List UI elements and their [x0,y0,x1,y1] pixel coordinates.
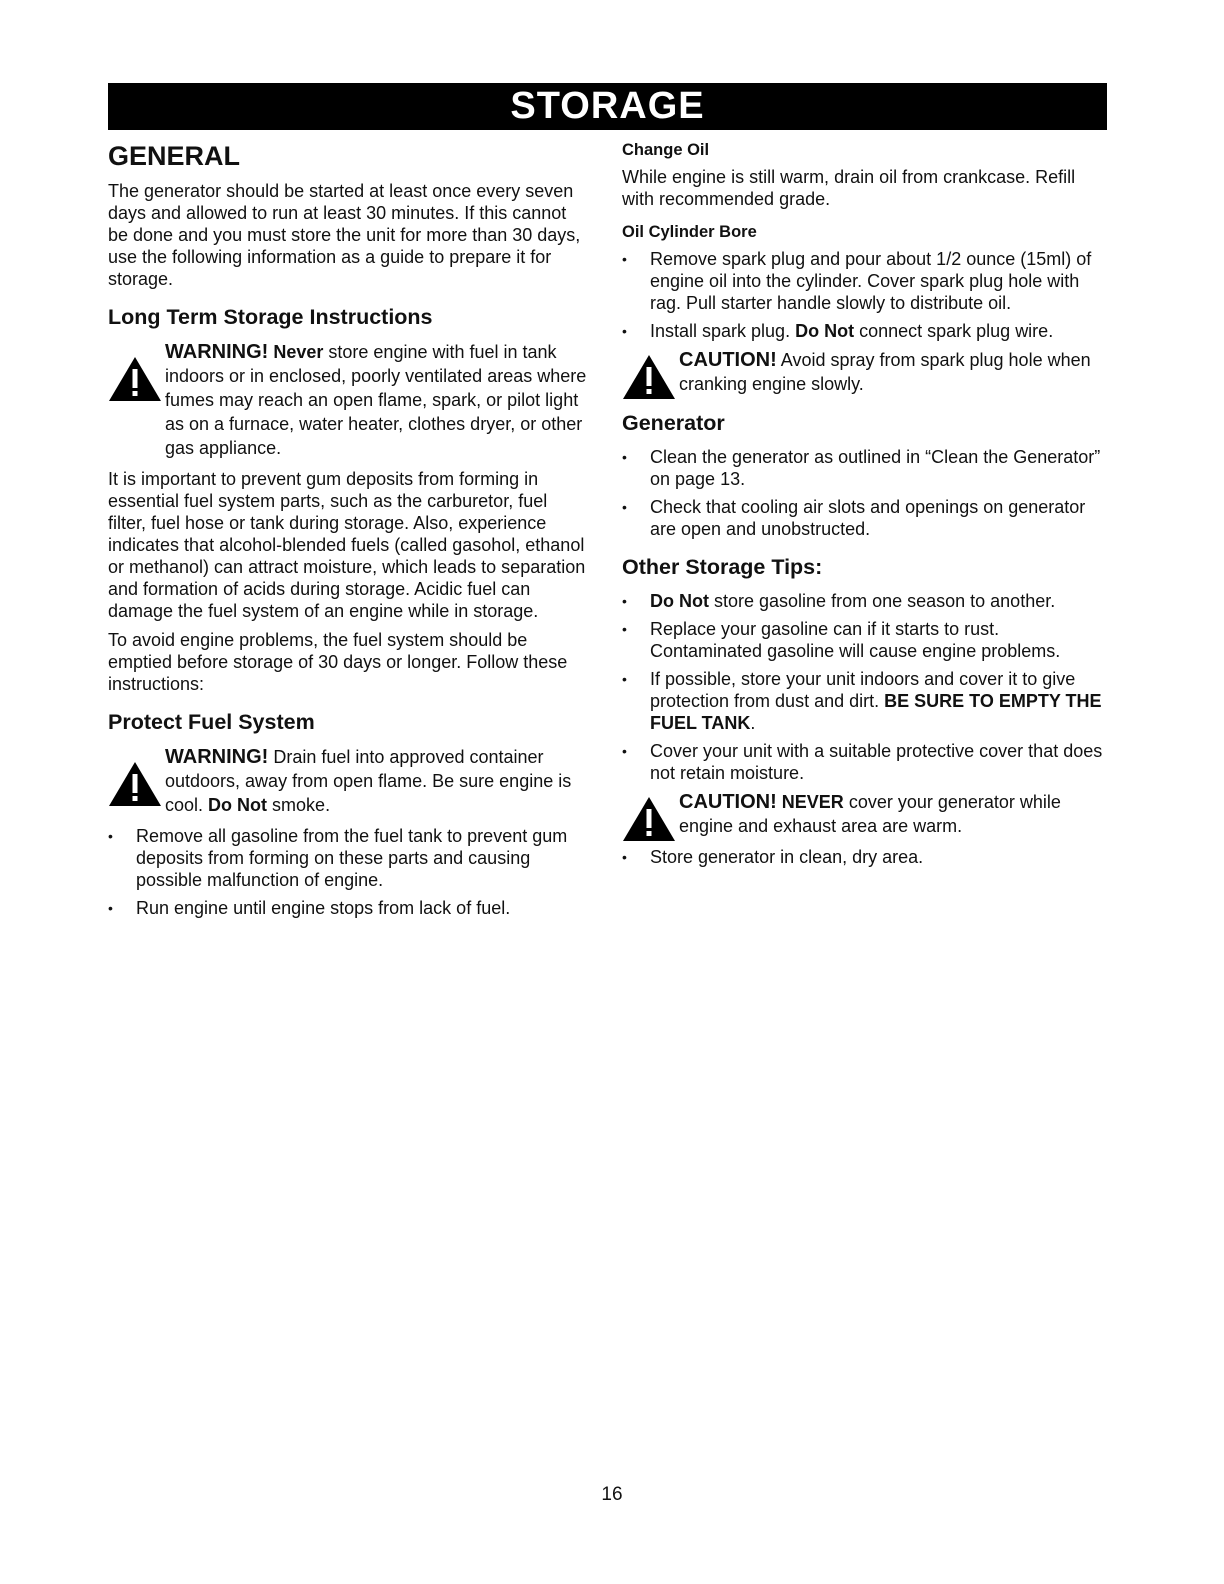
list-item [622,320,1107,342]
list-item: • Remove spark plug and pour about 1/2 ounce (15ml) of engine oil into the cylinder. Cover spark plug hole with rag. Pull starter handle slowly to distribute oil. [622,248,1107,314]
warning-never: Never [273,342,324,362]
caution-label: CAUTION! [679,791,777,813]
oil-bore-bullets [622,248,1107,342]
change-oil-text: While engine is still warm, drain oil from crankcase. Refill with recommended grade. [622,167,1076,209]
list-item: • Remove all gasoline from the fuel tank to prevent gum deposits from forming on these parts and causing possible malfunction of engine. [108,825,588,891]
generator-heading: Generator [622,411,725,435]
list-item: • Check that cooling air slots and openings on generator are open and unobstructed. [622,496,1107,540]
other-tips-heading: Other Storage Tips: [622,555,823,579]
tip-do-not: Do Not [650,591,709,611]
warning-text: store engine with fuel in tank indoors or in enclosed, poorly ventilated areas where fumes may reach an open flame, spark, or pilot light as on a furnace, water heater, clothes dryer, or other gas appliance. [165,342,587,458]
list-item: • Replace your gasoline can if it starts to rust. Contaminated gasoline will cause engine problems. [622,618,1107,662]
page-title-banner [108,83,1107,130]
warning-triangle-icon [622,796,676,842]
caution-never: NEVER [781,792,844,812]
long-term-heading: Long Term Storage Instructions [108,305,433,329]
list-item: • Clean the generator as outlined in “Clean the Generator” on page 13. [622,446,1107,490]
general-intro: The generator should be started at least once every seven days and allowed to run at least 30 minutes. If this cannot be done and you must store the unit for more than 30 days, use the following information as a guide to prepare it for storage. [108,181,581,289]
warning-label: WARNING! [165,746,269,768]
tip-period: . [750,713,756,733]
oil-bore-heading: Oil Cylinder Bore [622,223,757,241]
caution-label: CAUTION! [679,349,777,371]
avoid-problems-paragraph: To avoid engine problems, the fuel system should be emptied before storage of 30 days or longer. Follow these instructions: [108,630,568,694]
generator-bullets [622,446,1107,540]
warning-text-end: smoke. [272,795,331,815]
tips-bullets [622,590,1107,784]
page-title: STORAGE [510,85,705,127]
caution-block-spray [622,348,1107,396]
caution-block-cover [622,790,1107,838]
tip-text: store gasoline from one season to another. [714,591,1056,611]
page-number: 16 [601,1484,623,1505]
bullet-do-not: Do Not [795,321,855,341]
bullet-text-end: connect spark plug wire. [859,321,1054,341]
list-item: • Store generator in clean, dry area. [622,846,1107,868]
warning-triangle-icon [108,356,162,402]
warning-text: Drain fuel into approved container outdoors, away from open flame. Be sure engine is cool. [165,747,572,815]
warning-triangle-icon [108,761,162,807]
list-item: • Run engine until engine stops from lack of fuel. [108,897,588,919]
fuel-bullets [108,825,588,919]
change-oil-heading: Change Oil [622,141,710,159]
tip-text: If possible, store your unit indoors and cover it to give protection from dust and dirt. [650,669,1076,711]
warning-block-storage [108,340,588,460]
bullet-text: Install spark plug. [650,321,791,341]
warning-do-not: Do Not [208,795,268,815]
list-item [622,668,1107,734]
list-item [622,590,1107,612]
protect-fuel-heading: Protect Fuel System [108,710,315,734]
warning-triangle-icon [622,354,676,400]
warning-label: WARNING! [165,341,269,363]
right-column [622,140,1107,874]
warning-block-drain [108,745,588,817]
caution-text: cover your generator while engine and exhaust area are warm. [679,792,1061,836]
final-bullets [622,846,1107,868]
tip-be-sure: BE SURE TO EMPTY THE FUEL TANK [650,691,1102,733]
general-heading: GENERAL [108,141,241,171]
left-column [108,140,588,925]
caution-text: Avoid spray from spark plug hole when cranking engine slowly. [679,350,1091,394]
gum-deposits-paragraph: It is important to prevent gum deposits from forming in essential fuel system parts, such as the carburetor, fuel filter, fuel hose or tank during storage. Also, experience indicates that alcohol-blended fuels (called gasohol, ethanol or methanol) can attract moisture, which leads to separation and formation of acids during storage. Acidic fuel can damage the fuel system of an engine while in storage. [108,469,586,621]
list-item: • Cover your unit with a suitable protective cover that does not retain moisture. [622,740,1107,784]
